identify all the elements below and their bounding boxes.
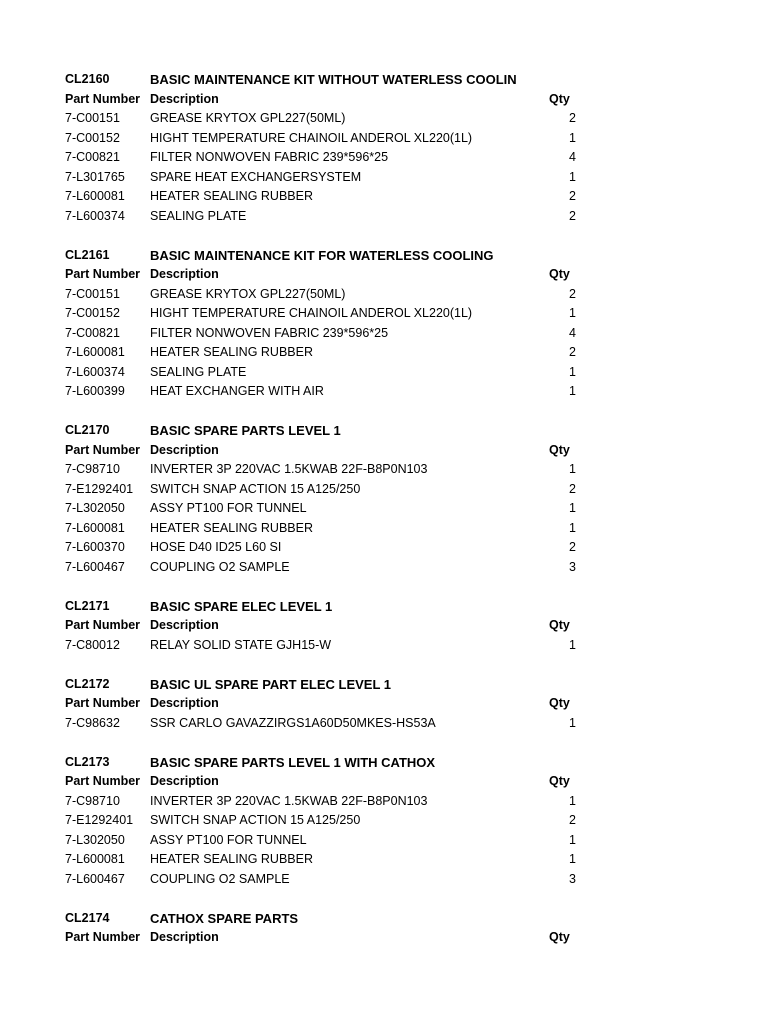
part-number-header: Part Number [65,774,141,788]
column-header-row [0,265,768,285]
column-header-row [0,90,768,110]
part-qty: 1 [569,306,576,320]
part-description: INVERTER 3P 220VAC 1.5KWAB 22F-B8P0N103 [150,793,428,808]
part-row [0,382,768,402]
part-qty: 2 [569,481,576,496]
description-header: Description [150,91,219,106]
part-number-header: Part Number [65,91,141,106]
part-number: 7-C80012 [65,637,120,652]
part-row [0,480,768,500]
part-number-header: Part Number [65,930,141,944]
kit-title-row [0,246,768,266]
part-number: 7-L301765 [65,169,125,184]
part-description: HEATER SEALING RUBBER [150,189,314,203]
kit-title-row [0,675,768,695]
part-qty: 2 [569,189,576,203]
part-qty: 2 [569,286,576,301]
part-description: HOSE D40 ID25 L60 SI [150,540,282,554]
part-qty: 2 [569,345,576,359]
part-number: 7-L600081 [65,852,125,866]
part-description: HEATER SEALING RUBBER [150,345,314,359]
part-description: SWITCH SNAP ACTION 15 A125/250 [150,813,361,827]
part-qty: 1 [569,462,576,476]
kit-title: BASIC SPARE PARTS LEVEL 1 [150,423,341,438]
kit-title: BASIC MAINTENANCE KIT WITHOUT WATERLESS COOLIN [150,72,517,87]
kit-title-row [0,753,768,773]
part-row [0,538,768,558]
part-description: HIGHT TEMPERATURE CHAINOIL ANDEROL XL220(1L) [150,306,473,320]
part-description: COUPLING O2 SAMPLE [150,559,290,574]
qty-header: Qty [549,267,570,281]
part-qty: 1 [569,364,576,379]
part-row [0,304,768,324]
part-row [0,187,768,207]
kit-title: BASIC SPARE PARTS LEVEL 1 WITH CATHOX [150,754,436,770]
part-description: SPARE HEAT EXCHANGERSYSTEM [150,169,362,184]
part-number: 7-C00151 [65,111,120,125]
part-row [0,850,768,870]
part-qty: 1 [569,501,576,515]
column-header-row [0,928,768,948]
part-row [0,207,768,227]
qty-header: Qty [549,696,570,710]
description-header: Description [150,618,219,632]
part-row [0,792,768,812]
kit-code: CL2171 [65,598,110,613]
part-row [0,109,768,129]
qty-header: Qty [549,774,570,788]
part-row [0,168,768,188]
kit-title-row [0,421,768,441]
qty-header: Qty [549,442,570,457]
description-header: Description [150,442,219,457]
part-description: HEAT EXCHANGER WITH AIR [150,384,324,398]
part-number-header: Part Number [65,618,141,632]
kit-section [0,421,768,577]
part-number-header: Part Number [65,696,141,710]
part-row [0,811,768,831]
description-header: Description [150,774,219,788]
part-number: 7-C00152 [65,306,120,320]
part-description: ASSY PT100 FOR TUNNEL [150,832,307,847]
part-number: 7-L600081 [65,520,125,535]
kit-section [0,597,768,656]
part-qty: 1 [569,169,576,184]
part-number: 7-C00152 [65,130,120,145]
part-number: 7-L302050 [65,832,125,847]
part-description: SWITCH SNAP ACTION 15 A125/250 [150,481,361,496]
description-header: Description [150,930,219,944]
part-row [0,363,768,383]
part-qty: 3 [569,559,576,574]
part-description: HEATER SEALING RUBBER [150,852,314,866]
kit-section [0,753,768,890]
part-row [0,831,768,851]
column-header-row [0,694,768,714]
parts-list-document [0,70,768,948]
part-qty: 1 [569,384,576,398]
description-header: Description [150,267,219,281]
part-number: 7-C00151 [65,286,120,301]
part-description: ASSY PT100 FOR TUNNEL [150,501,307,515]
part-row [0,324,768,344]
kit-title: CATHOX SPARE PARTS [150,910,299,926]
part-row [0,460,768,480]
kit-code: CL2173 [65,754,110,769]
column-header-row [0,441,768,461]
kit-section [0,70,768,226]
kit-section [0,675,768,734]
part-qty: 2 [569,540,576,554]
part-qty: 2 [569,208,576,223]
part-row [0,519,768,539]
kit-title: BASIC UL SPARE PART ELEC LEVEL 1 [150,676,392,692]
part-row [0,148,768,168]
column-header-row [0,616,768,636]
part-qty: 2 [569,111,576,125]
qty-header: Qty [549,618,570,632]
part-number-header: Part Number [65,267,141,281]
qty-header: Qty [549,930,570,944]
part-qty: 1 [569,832,576,847]
part-row [0,343,768,363]
part-description: FILTER NONWOVEN FABRIC 239*596*25 [150,325,389,340]
part-qty: 1 [569,520,576,535]
part-description: GREASE KRYTOX GPL227(50ML) [150,286,346,301]
part-qty: 4 [569,325,576,340]
kit-section [0,246,768,402]
part-qty: 2 [569,813,576,827]
part-description: HEATER SEALING RUBBER [150,520,314,535]
part-number: 7-L600467 [65,559,125,574]
column-header-row [0,772,768,792]
part-row [0,558,768,578]
part-number: 7-C98632 [65,715,120,730]
part-description: INVERTER 3P 220VAC 1.5KWAB 22F-B8P0N103 [150,462,428,476]
part-description: RELAY SOLID STATE GJH15-W [150,637,332,652]
part-description: SSR CARLO GAVAZZIRGS1A60D50MKES-HS53A [150,715,436,730]
part-qty: 1 [569,793,576,808]
part-number: 7-C98710 [65,793,120,808]
part-number: 7-L600081 [65,189,125,203]
kit-title-row [0,597,768,617]
kit-title-row [0,909,768,929]
part-description: SEALING PLATE [150,208,247,223]
part-number: 7-C00821 [65,325,120,340]
part-qty: 3 [569,871,576,886]
part-number: 7-L600467 [65,871,125,886]
description-header: Description [150,696,219,710]
part-number: 7-L302050 [65,501,125,515]
kit-title-row [0,70,768,90]
part-row [0,636,768,656]
part-row [0,499,768,519]
part-number: 7-C98710 [65,462,120,476]
kit-title: BASIC SPARE ELEC LEVEL 1 [150,598,333,614]
kit-section [0,909,768,948]
part-description: FILTER NONWOVEN FABRIC 239*596*25 [150,150,389,164]
part-number: 7-L600081 [65,345,125,359]
kit-code: CL2160 [65,72,110,86]
kit-title: BASIC MAINTENANCE KIT FOR WATERLESS COOLING [150,247,494,263]
kit-code: CL2170 [65,423,110,437]
part-number: 7-C00821 [65,150,120,164]
part-qty: 1 [569,130,576,145]
part-description: SEALING PLATE [150,364,247,379]
part-description: HIGHT TEMPERATURE CHAINOIL ANDEROL XL220(1L) [150,130,473,145]
part-number: 7-L600374 [65,364,125,379]
kit-code: CL2174 [65,910,110,925]
part-number-header: Part Number [65,442,141,457]
part-qty: 4 [569,150,576,164]
kit-code: CL2172 [65,676,110,691]
part-description: COUPLING O2 SAMPLE [150,871,290,886]
part-row [0,129,768,149]
part-number: 7-L600399 [65,384,125,398]
part-number: 7-E1292401 [65,481,134,496]
part-row [0,285,768,305]
part-qty: 1 [569,637,576,652]
part-description: GREASE KRYTOX GPL227(50ML) [150,111,346,125]
part-number: 7-L600374 [65,208,125,223]
part-number: 7-L600370 [65,540,125,554]
part-qty: 1 [569,715,576,730]
part-row [0,870,768,890]
part-qty: 1 [569,852,576,866]
kit-code: CL2161 [65,247,110,262]
part-number: 7-E1292401 [65,813,134,827]
qty-header: Qty [549,91,570,106]
part-row [0,714,768,734]
